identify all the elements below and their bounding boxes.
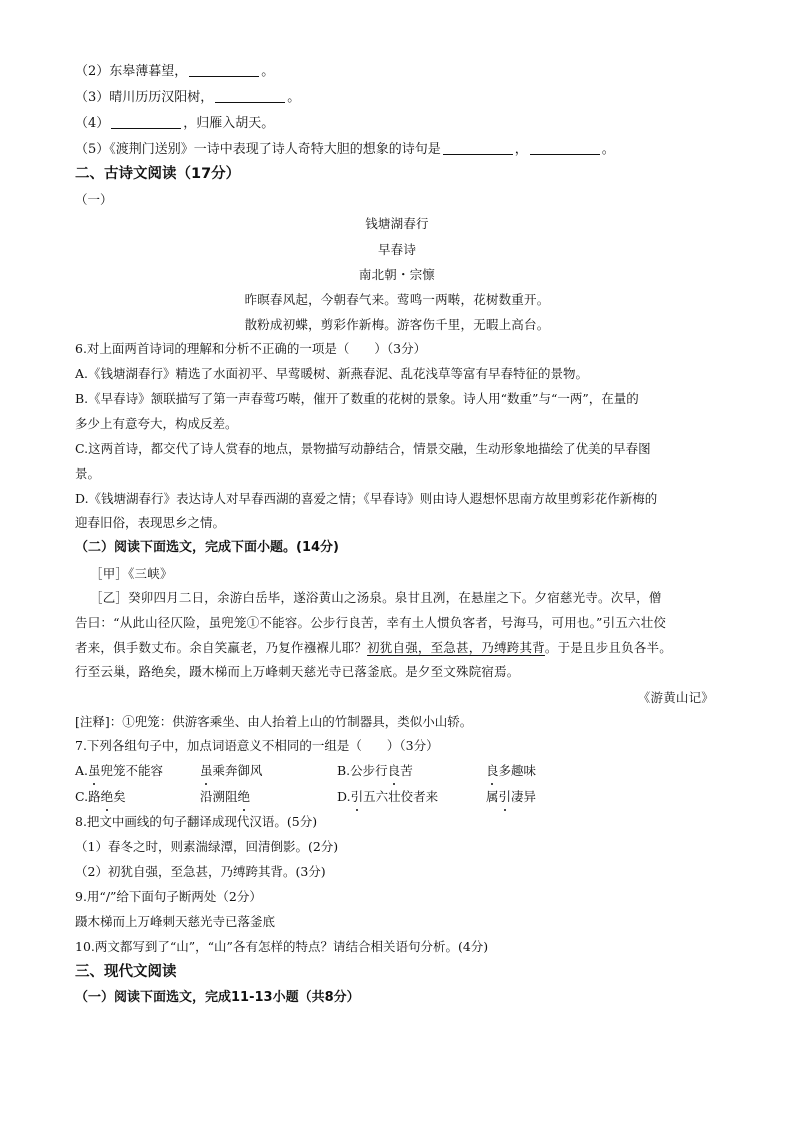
annotation: [注释]：①兜笼：供游客乘坐、由人抬着上山的竹制器具，类似小山轿。 bbox=[75, 714, 473, 729]
passage-yi-line-3: 者来，俱手数丈布。余自笑羸老，乃复作襁褓儿耶？初犹自强，至急甚，乃缚跨其背。于是且步且负各半。 bbox=[75, 640, 672, 655]
q8-sentence-2: （2）初犹自强，至急甚，乃缚跨其背。(3分) bbox=[75, 864, 326, 879]
answer-blank[interactable] bbox=[189, 63, 259, 77]
q6-option-b-cont: 多少上有意夸大，构成反差。 bbox=[75, 416, 238, 431]
q7-option-b-2: 良多趣味 bbox=[486, 761, 536, 781]
poem-2-title: 早春诗 bbox=[377, 242, 417, 257]
q9-text: 蹑木梯而上万峰刺天慈光寺已落釜底 bbox=[75, 914, 276, 929]
q10-stem: 10.两文都写到了“山”，“山”各有怎样的特点？请结合相关语句分析。(4分) bbox=[75, 939, 489, 954]
poem-2-line-2: 散粉成初蝶，剪彩作新梅。游客伤千里，无暇上高台。 bbox=[244, 317, 550, 332]
passage-yi-line-1: ［乙］癸卯四月二日，余游白岳毕，遂浴黄山之汤泉。泉甘且冽，在悬崖之下。夕宿慈光寺。次早，僧 bbox=[90, 590, 662, 605]
fill-in-q2: （2）东皋薄暮望， 。 bbox=[75, 64, 275, 79]
answer-blank[interactable] bbox=[215, 89, 285, 103]
part-1-label: （一） bbox=[75, 192, 113, 207]
passage-source: 《游黄山记》 bbox=[637, 690, 714, 705]
poem-1-title: 钱塘湖春行 bbox=[365, 216, 429, 231]
q6-option-d-cont: 迎春旧俗，表现思乡之情。 bbox=[75, 515, 226, 530]
poem-2-author: 南北朝・宗懔 bbox=[358, 267, 436, 282]
passage-yi-line-4: 行至云巢，路绝矣，蹑木梯而上万峰刺天慈光寺已落釜底。是夕至文殊院宿焉。 bbox=[75, 664, 520, 679]
section-2-title: 二、古诗文阅读（17分） bbox=[75, 166, 241, 182]
q7-option-c-2: 沿溯阻绝 bbox=[200, 787, 250, 807]
fill-in-q4: （4） ，归雁入胡天。 bbox=[75, 116, 275, 131]
q6-option-c-cont: 景。 bbox=[75, 466, 101, 481]
answer-blank[interactable] bbox=[111, 115, 181, 129]
answer-blank[interactable] bbox=[530, 141, 600, 155]
q7-option-b-1[interactable]: B.公步行良苦 bbox=[337, 761, 413, 781]
q6-stem: 6.对上面两首诗词的理解和分析不正确的一项是（ ）（3分） bbox=[75, 341, 427, 356]
q7-stem: 7.下列各组句子中，加点词语意义不相同的一组是（ ）（3分） bbox=[75, 738, 439, 753]
passage-jia: ［甲］《三峡》 bbox=[90, 566, 173, 581]
section-3-part-1: （一）阅读下面选文，完成11-13小题（共8分） bbox=[75, 990, 360, 1005]
part-2-title: （二）阅读下面选文，完成下面小题。(14分) bbox=[75, 540, 339, 555]
answer-blank[interactable] bbox=[443, 141, 513, 155]
poem-2-line-1: 昨暝春风起，今朝春气来。莺鸣一两啭，花树数重开。 bbox=[244, 292, 550, 307]
q6-option-d[interactable]: D.《钱塘湖春行》表达诗人对早春西湖的喜爱之情；《早春诗》则由诗人遐想怀思南方故里剪彩花作新梅的 bbox=[75, 491, 658, 506]
q7-option-a-2: 虽乘奔御风 bbox=[200, 761, 263, 781]
q7-option-d-2: 属引凄异 bbox=[486, 787, 536, 807]
fill-in-q5: （5）《渡荆门送别》一诗中表现了诗人奇特大胆的想象的诗句是 ， 。 bbox=[75, 142, 615, 157]
q9-stem: 9.用“/”给下面句子断两处（2分） bbox=[75, 889, 262, 904]
section-3-title: 三、现代文阅读 bbox=[75, 964, 177, 980]
q6-option-c[interactable]: C.这两首诗，都交代了诗人赏春的地点，景物描写动静结合，情景交融，生动形象地描绘了优美的早春图 bbox=[75, 441, 651, 456]
q8-sentence-1: （1）春冬之时，则素湍绿潭，回清倒影。(2分) bbox=[75, 839, 339, 854]
q7-option-d-1[interactable]: D.引五六壮佼者来 bbox=[337, 787, 438, 807]
q7-option-a-1[interactable]: A.虽兜笼不能容 bbox=[75, 761, 163, 781]
q6-option-a[interactable]: A.《钱塘湖春行》精选了水面初平、早莺暖树、新燕春泥、乱花浅草等富有早春特征的景物。 bbox=[75, 366, 589, 381]
q6-option-b[interactable]: B.《早春诗》颔联描写了第一声春莺巧啭，催开了数重的花树的景象。诗人用“数重”与“一两”，在量的 bbox=[75, 391, 639, 406]
underlined-sentence: 初犹自强，至急甚，乃缚跨其背 bbox=[367, 640, 545, 655]
fill-in-q3: （3）晴川历历汉阳树， 。 bbox=[75, 90, 301, 105]
passage-yi-line-2: 告曰：“从此山径仄险，虽兜笼①不能容。公步行良苦，幸有土人惯负客者，号海马，可用也。”引五六壮佼 bbox=[75, 615, 667, 630]
q7-option-c-1[interactable]: C.路绝矣 bbox=[75, 787, 126, 807]
q8-stem: 8.把文中画线的句子翻译成现代汉语。(5分) bbox=[75, 814, 318, 829]
